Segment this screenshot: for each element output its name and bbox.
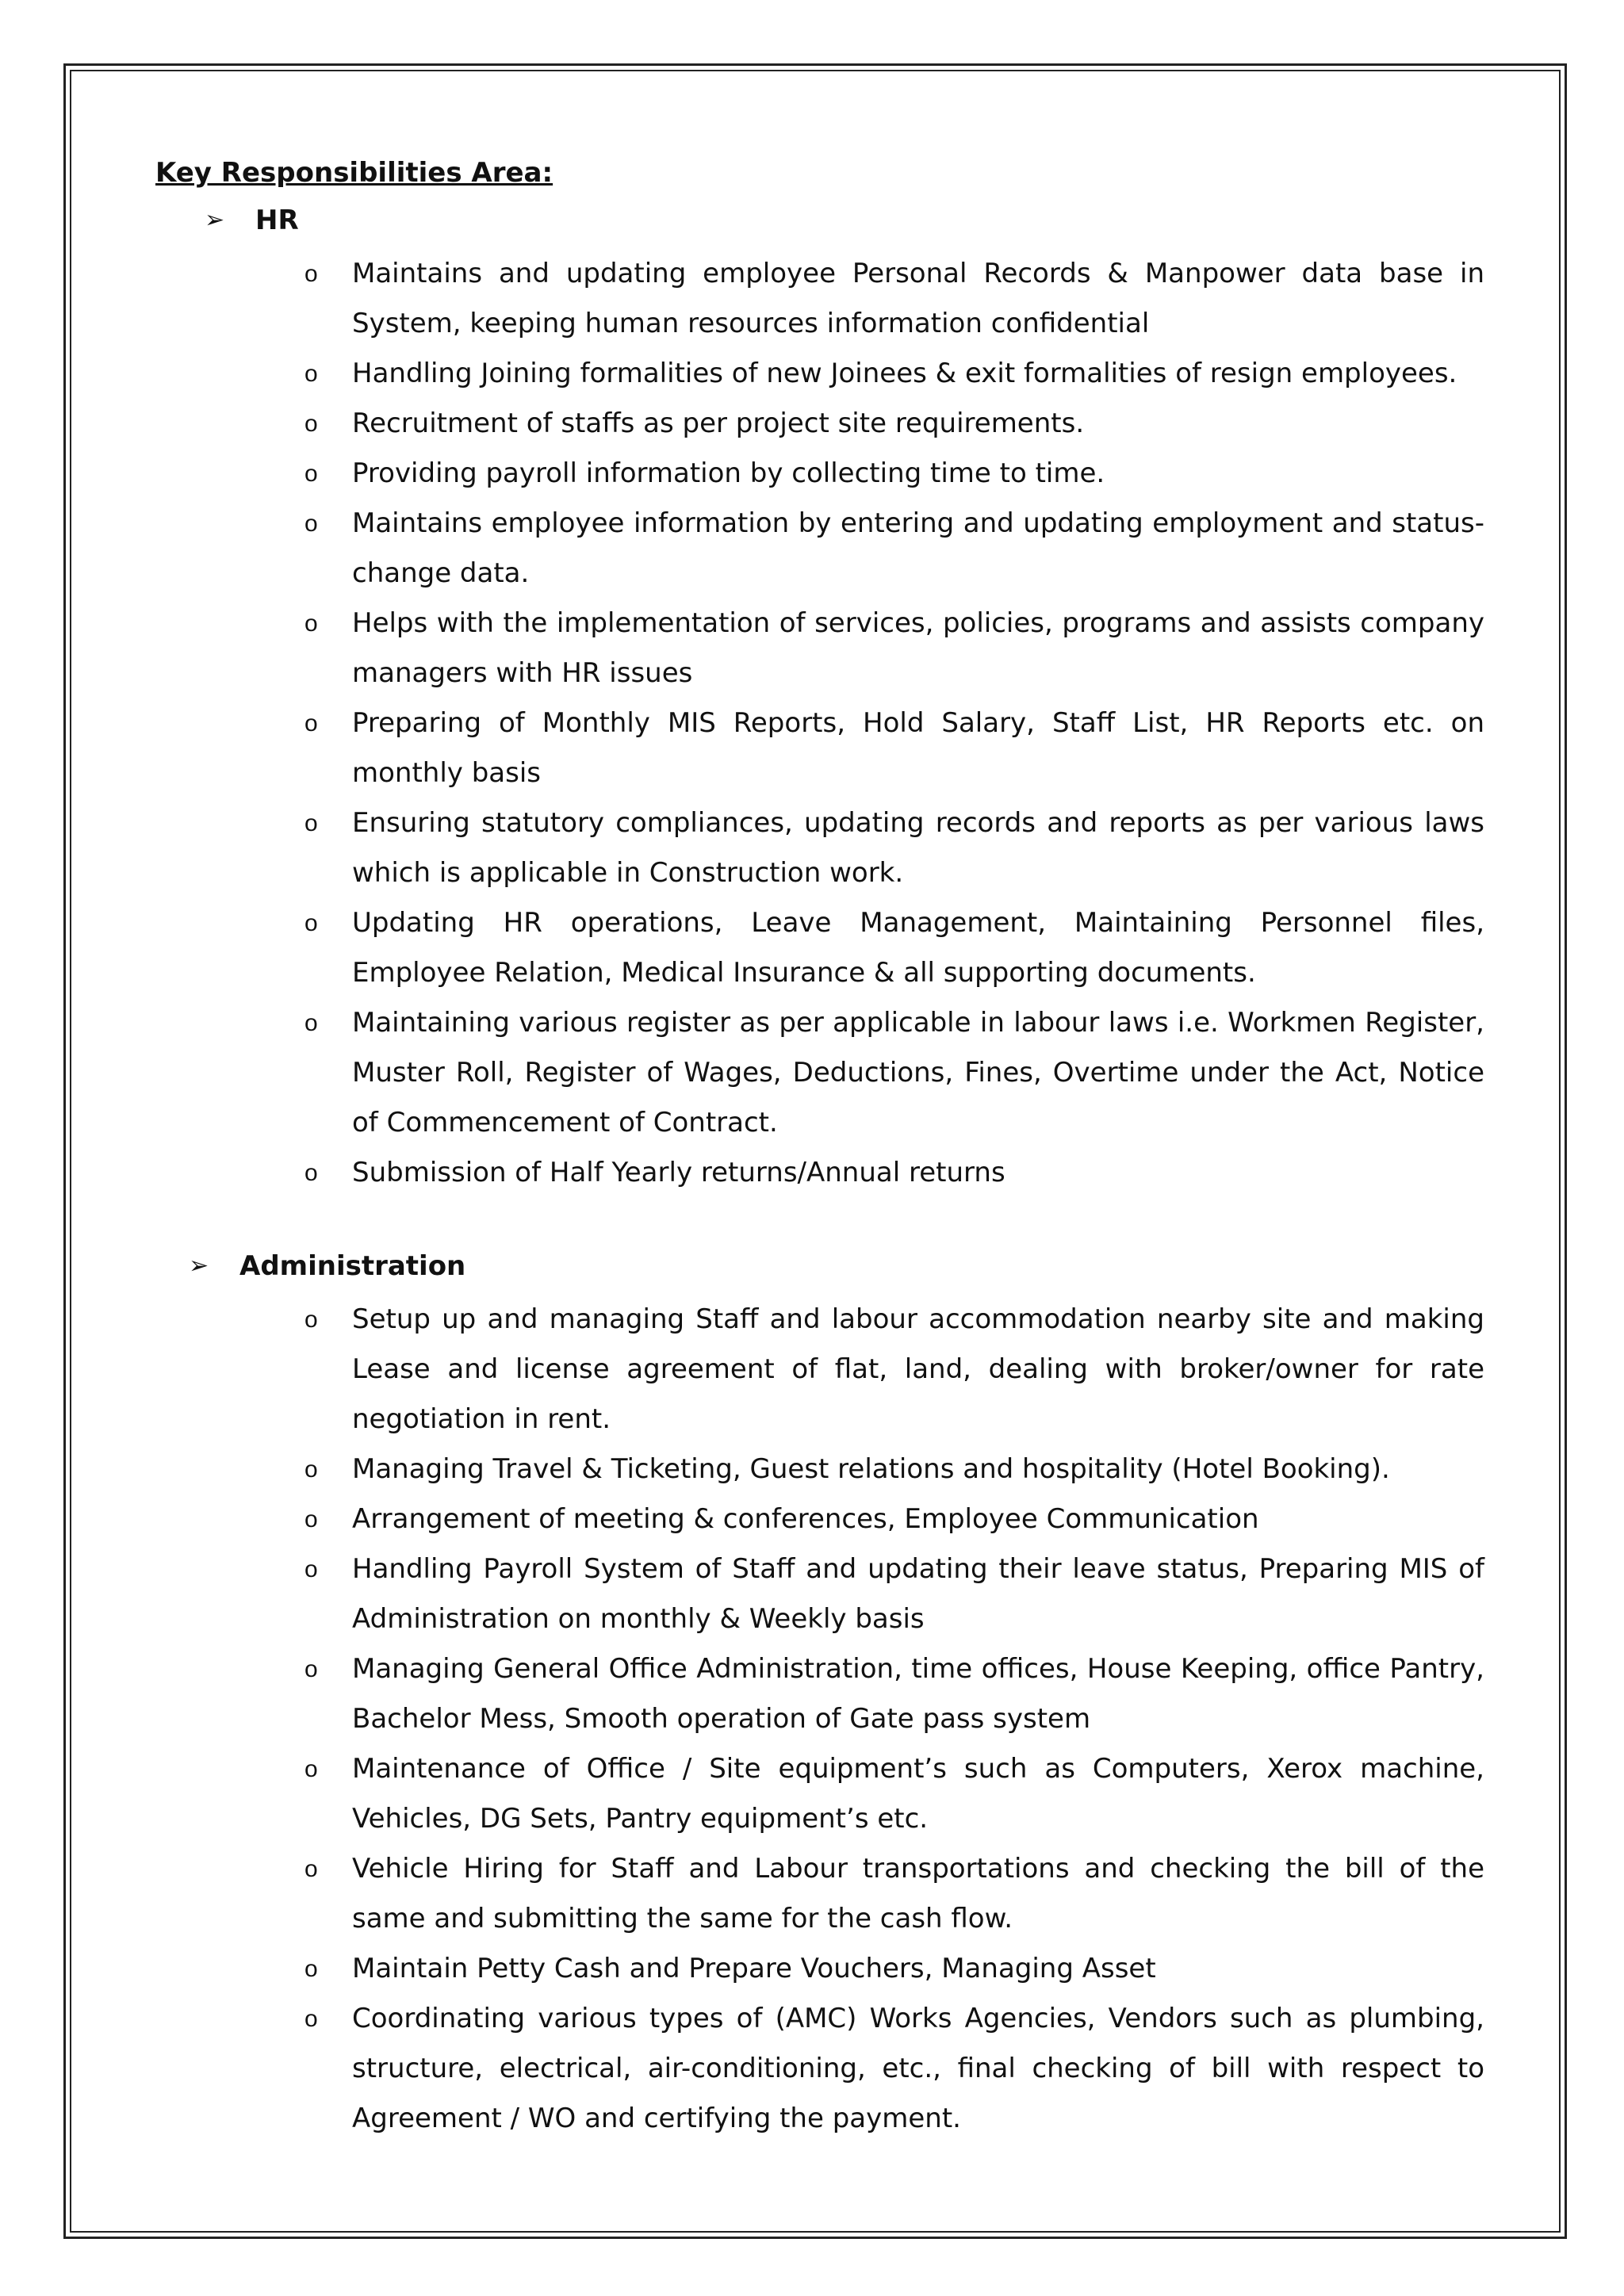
list-item-text: Updating HR operations, Leave Management, Maintaining Personnel files, Employee Relation, Medical Insurance & all supporting documents. xyxy=(352,907,1484,989)
list-item-text: Ensuring statutory compliances, updating records and reports as per various laws which is applicable in Construction work. xyxy=(352,807,1484,889)
list-item xyxy=(155,1544,1488,1644)
section-heading-administration xyxy=(155,1246,1488,1287)
list-item-text: Coordinating various types of (AMC) Works Agencies, Vendors such as plumbing, structure, electrical, air-conditioning, etc., final checking of bill with respect to Agreement / WO and certifying the payment. xyxy=(352,2003,1484,2134)
list-item-text: Maintenance of Office / Site equipment’s such as Computers, Xerox machine, Vehicles, DG Sets, Pantry equipment’s etc. xyxy=(352,1753,1484,1835)
list-item xyxy=(155,1445,1488,1494)
circle-bullet-icon: o xyxy=(304,810,318,836)
list-item-text: Maintaining various register as per applicable in labour laws i.e. Workmen Register, Muster Roll, Register of Wages, Deductions, Fines, Overtime under the Act, Notice of Commencement of Contract. xyxy=(352,1007,1484,1138)
section-title: Key Responsibilities Area: xyxy=(155,157,553,189)
list-item-text: Handling Payroll System of Staff and updating their leave status, Preparing MIS of Administration on monthly & Weekly basis xyxy=(352,1553,1484,1635)
document-content xyxy=(155,152,1488,2144)
circle-bullet-icon: o xyxy=(304,1010,318,1036)
list-item xyxy=(155,998,1488,1148)
list-item xyxy=(155,1844,1488,1944)
list-item-text: Setup up and managing Staff and labour accommodation nearby site and making Lease and license agreement of flat, land, dealing with broker/owner for rate negotiation in rent. xyxy=(352,1303,1484,1435)
circle-bullet-icon: o xyxy=(304,1456,318,1483)
list-item xyxy=(155,1994,1488,2144)
circle-bullet-icon: o xyxy=(304,1956,318,1982)
list-item-text: Vehicle Hiring for Staff and Labour transportations and checking the bill of the same and submitting the same for the cash flow. xyxy=(352,1853,1484,1934)
list-item-text: Maintain Petty Cash and Prepare Vouchers, Managing Asset xyxy=(352,1953,1156,1984)
circle-bullet-icon: o xyxy=(304,1856,318,1882)
section-hr xyxy=(155,200,1488,1198)
hr-list xyxy=(155,249,1488,1198)
list-item xyxy=(155,249,1488,349)
list-item xyxy=(155,599,1488,698)
administration-list xyxy=(155,1295,1488,2144)
circle-bullet-icon: o xyxy=(304,461,318,487)
circle-bullet-icon: o xyxy=(304,1307,318,1333)
circle-bullet-icon: o xyxy=(304,1556,318,1582)
list-item-text: Recruitment of staffs as per project site requirements. xyxy=(352,408,1085,439)
circle-bullet-icon: o xyxy=(304,261,318,287)
list-item xyxy=(155,798,1488,898)
list-item xyxy=(155,499,1488,599)
list-item xyxy=(155,449,1488,499)
list-item xyxy=(155,1148,1488,1198)
list-item xyxy=(155,1295,1488,1445)
circle-bullet-icon: o xyxy=(304,1506,318,1533)
circle-bullet-icon: o xyxy=(304,710,318,737)
circle-bullet-icon: o xyxy=(304,511,318,537)
circle-bullet-icon: o xyxy=(304,1656,318,1682)
arrow-bullet-icon: ➢ xyxy=(189,1252,209,1280)
list-item xyxy=(155,349,1488,399)
circle-bullet-icon: o xyxy=(304,2006,318,2032)
list-item xyxy=(155,898,1488,998)
list-item xyxy=(155,1644,1488,1744)
section-spacer xyxy=(155,1198,1488,1246)
circle-bullet-icon: o xyxy=(304,411,318,437)
circle-bullet-icon: o xyxy=(304,1756,318,1782)
list-item-text: Helps with the implementation of services, policies, programs and assists company managers with HR issues xyxy=(352,607,1484,689)
list-item-text: Managing General Office Administration, time offices, House Keeping, office Pantry, Bachelor Mess, Smooth operation of Gate pass system xyxy=(352,1653,1484,1735)
circle-bullet-icon: o xyxy=(304,910,318,936)
list-item-text: Maintains employee information by entering and updating employment and status-change data. xyxy=(352,507,1484,589)
list-item-text: Submission of Half Yearly returns/Annual returns xyxy=(352,1157,1005,1188)
list-item-text: Providing payroll information by collecting time to time. xyxy=(352,457,1105,489)
section-heading-label: HR xyxy=(255,205,299,236)
list-item xyxy=(155,399,1488,449)
list-item xyxy=(155,1494,1488,1544)
section-heading-hr xyxy=(155,200,1488,241)
circle-bullet-icon: o xyxy=(304,361,318,387)
circle-bullet-icon: o xyxy=(304,610,318,637)
list-item xyxy=(155,1744,1488,1844)
list-item xyxy=(155,1944,1488,1994)
section-administration xyxy=(155,1246,1488,2144)
circle-bullet-icon: o xyxy=(304,1160,318,1186)
list-item xyxy=(155,698,1488,798)
list-item-text: Managing Travel & Ticketing, Guest relations and hospitality (Hotel Booking). xyxy=(352,1453,1390,1485)
arrow-bullet-icon: ➢ xyxy=(205,206,225,234)
list-item-text: Arrangement of meeting & conferences, Employee Communication xyxy=(352,1503,1259,1535)
section-heading-label: Administration xyxy=(239,1250,466,1282)
list-item-text: Handling Joining formalities of new Joinees & exit formalities of resign employees. xyxy=(352,358,1457,389)
list-item-text: Maintains and updating employee Personal Records & Manpower data base in System, keeping human resources information confidential xyxy=(352,258,1484,339)
list-item-text: Preparing of Monthly MIS Reports, Hold Salary, Staff List, HR Reports etc. on monthly basis xyxy=(352,707,1484,789)
